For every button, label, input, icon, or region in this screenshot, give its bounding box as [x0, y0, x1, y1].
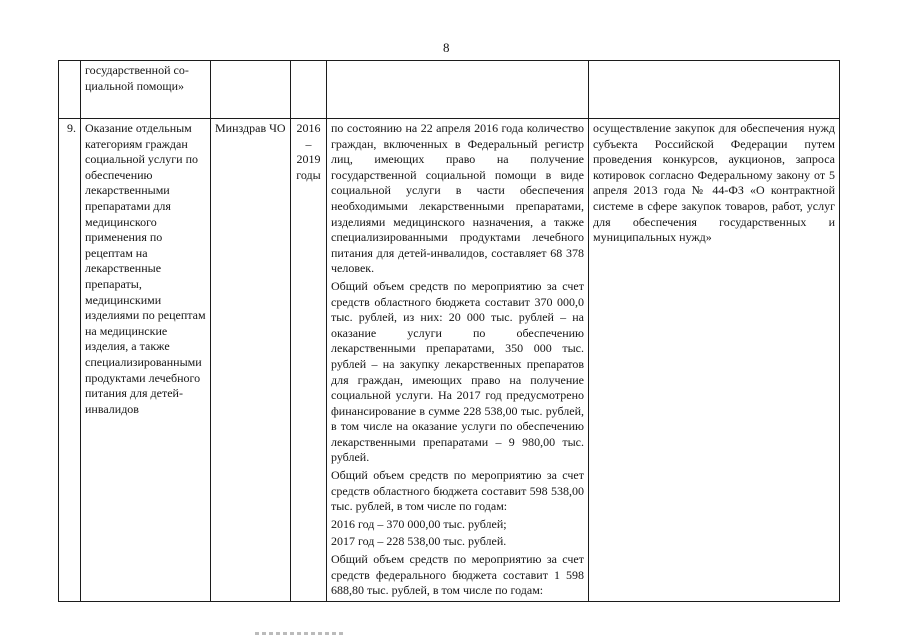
measure-name-cell: Оказание отдельным категориям граждан социальной услуги по обеспечению лекарственными препаратами для медицинского применения по рецептам на лекарственные препараты, медицинскими изделиями по рецептам на медицинские изделия, а также специализированными продуктами лечебного питания для детей-инвалидов [81, 119, 211, 602]
row-number-cell [59, 61, 81, 119]
description-paragraph: Общий объем средств по мероприятию за счет средств областного бюджета составит 370 000,0 тыс. рублей, из них: 20 000 тыс. рублей – на оказание услуги по обеспечению лекарственными препаратами, 350 000 тыс. рублей – на закупку лекарственных препаратов для граждан, имеющих право на получение социальной услуги. На 2017 год предусмотрено финансирование в сумме 228 538,00 тыс. рублей, в том числе на оказание услуги по обеспечению лекарственными препаратами – 9 980,00 тыс. рублей. [331, 278, 584, 465]
description-cell [327, 119, 589, 602]
description-paragraph: Общий объем средств по мероприятию за счет средств федерального бюджета составит 1 598 688,80 тыс. рублей, в том числе по годам: [331, 552, 584, 598]
description-paragraph: 2017 год – 228 538,00 тыс. рублей. [331, 534, 507, 549]
years-cell: 2016 – 2019 годы [291, 119, 327, 602]
description-paragraph: по состоянию на 22 апреля 2016 года количество граждан, включенных в Федеральный регистр лиц, имеющих право на получение государственной социальной помощи в виде социальной услуги в части обеспечения необходимыми лекарственными препаратами, изделиями медицинского назначения, а также специализированными продуктами лечебного питания для детей-инвалидов, составляет 68 378 человек. [331, 121, 584, 276]
years-cell [291, 61, 327, 119]
description-paragraph: Общий объем средств по мероприятию за счет средств областного бюджета составит 598 538,00 тыс. рублей, в том числе по годам: [331, 468, 584, 514]
row-number-cell: 9. [59, 119, 81, 602]
table-row [59, 119, 840, 602]
scan-artifact [255, 632, 345, 635]
table-row [59, 61, 840, 119]
executor-cell: Минздрав ЧО [211, 119, 291, 602]
procurement-cell: осуществление закупок для обеспечения нужд субъекта Российской Федерации путем проведения конкурсов, аукционов, запроса котировок согласно Федеральному закону от 5 апреля 2013 года № 44-ФЗ «О контрактной системе в сфере закупок товаров, работ, услуг для обеспечения государственных и муниципальных нужд» [589, 119, 840, 602]
executor-cell [211, 61, 291, 119]
page-number: 8 [443, 40, 450, 55]
description-paragraph: 2016 год – 370 000,00 тыс. рублей; [331, 516, 507, 531]
description-cell [327, 61, 589, 119]
procurement-cell [589, 61, 840, 119]
measures-table [58, 60, 840, 602]
measure-name-cell: государственной со-циальной помощи» [81, 61, 211, 119]
